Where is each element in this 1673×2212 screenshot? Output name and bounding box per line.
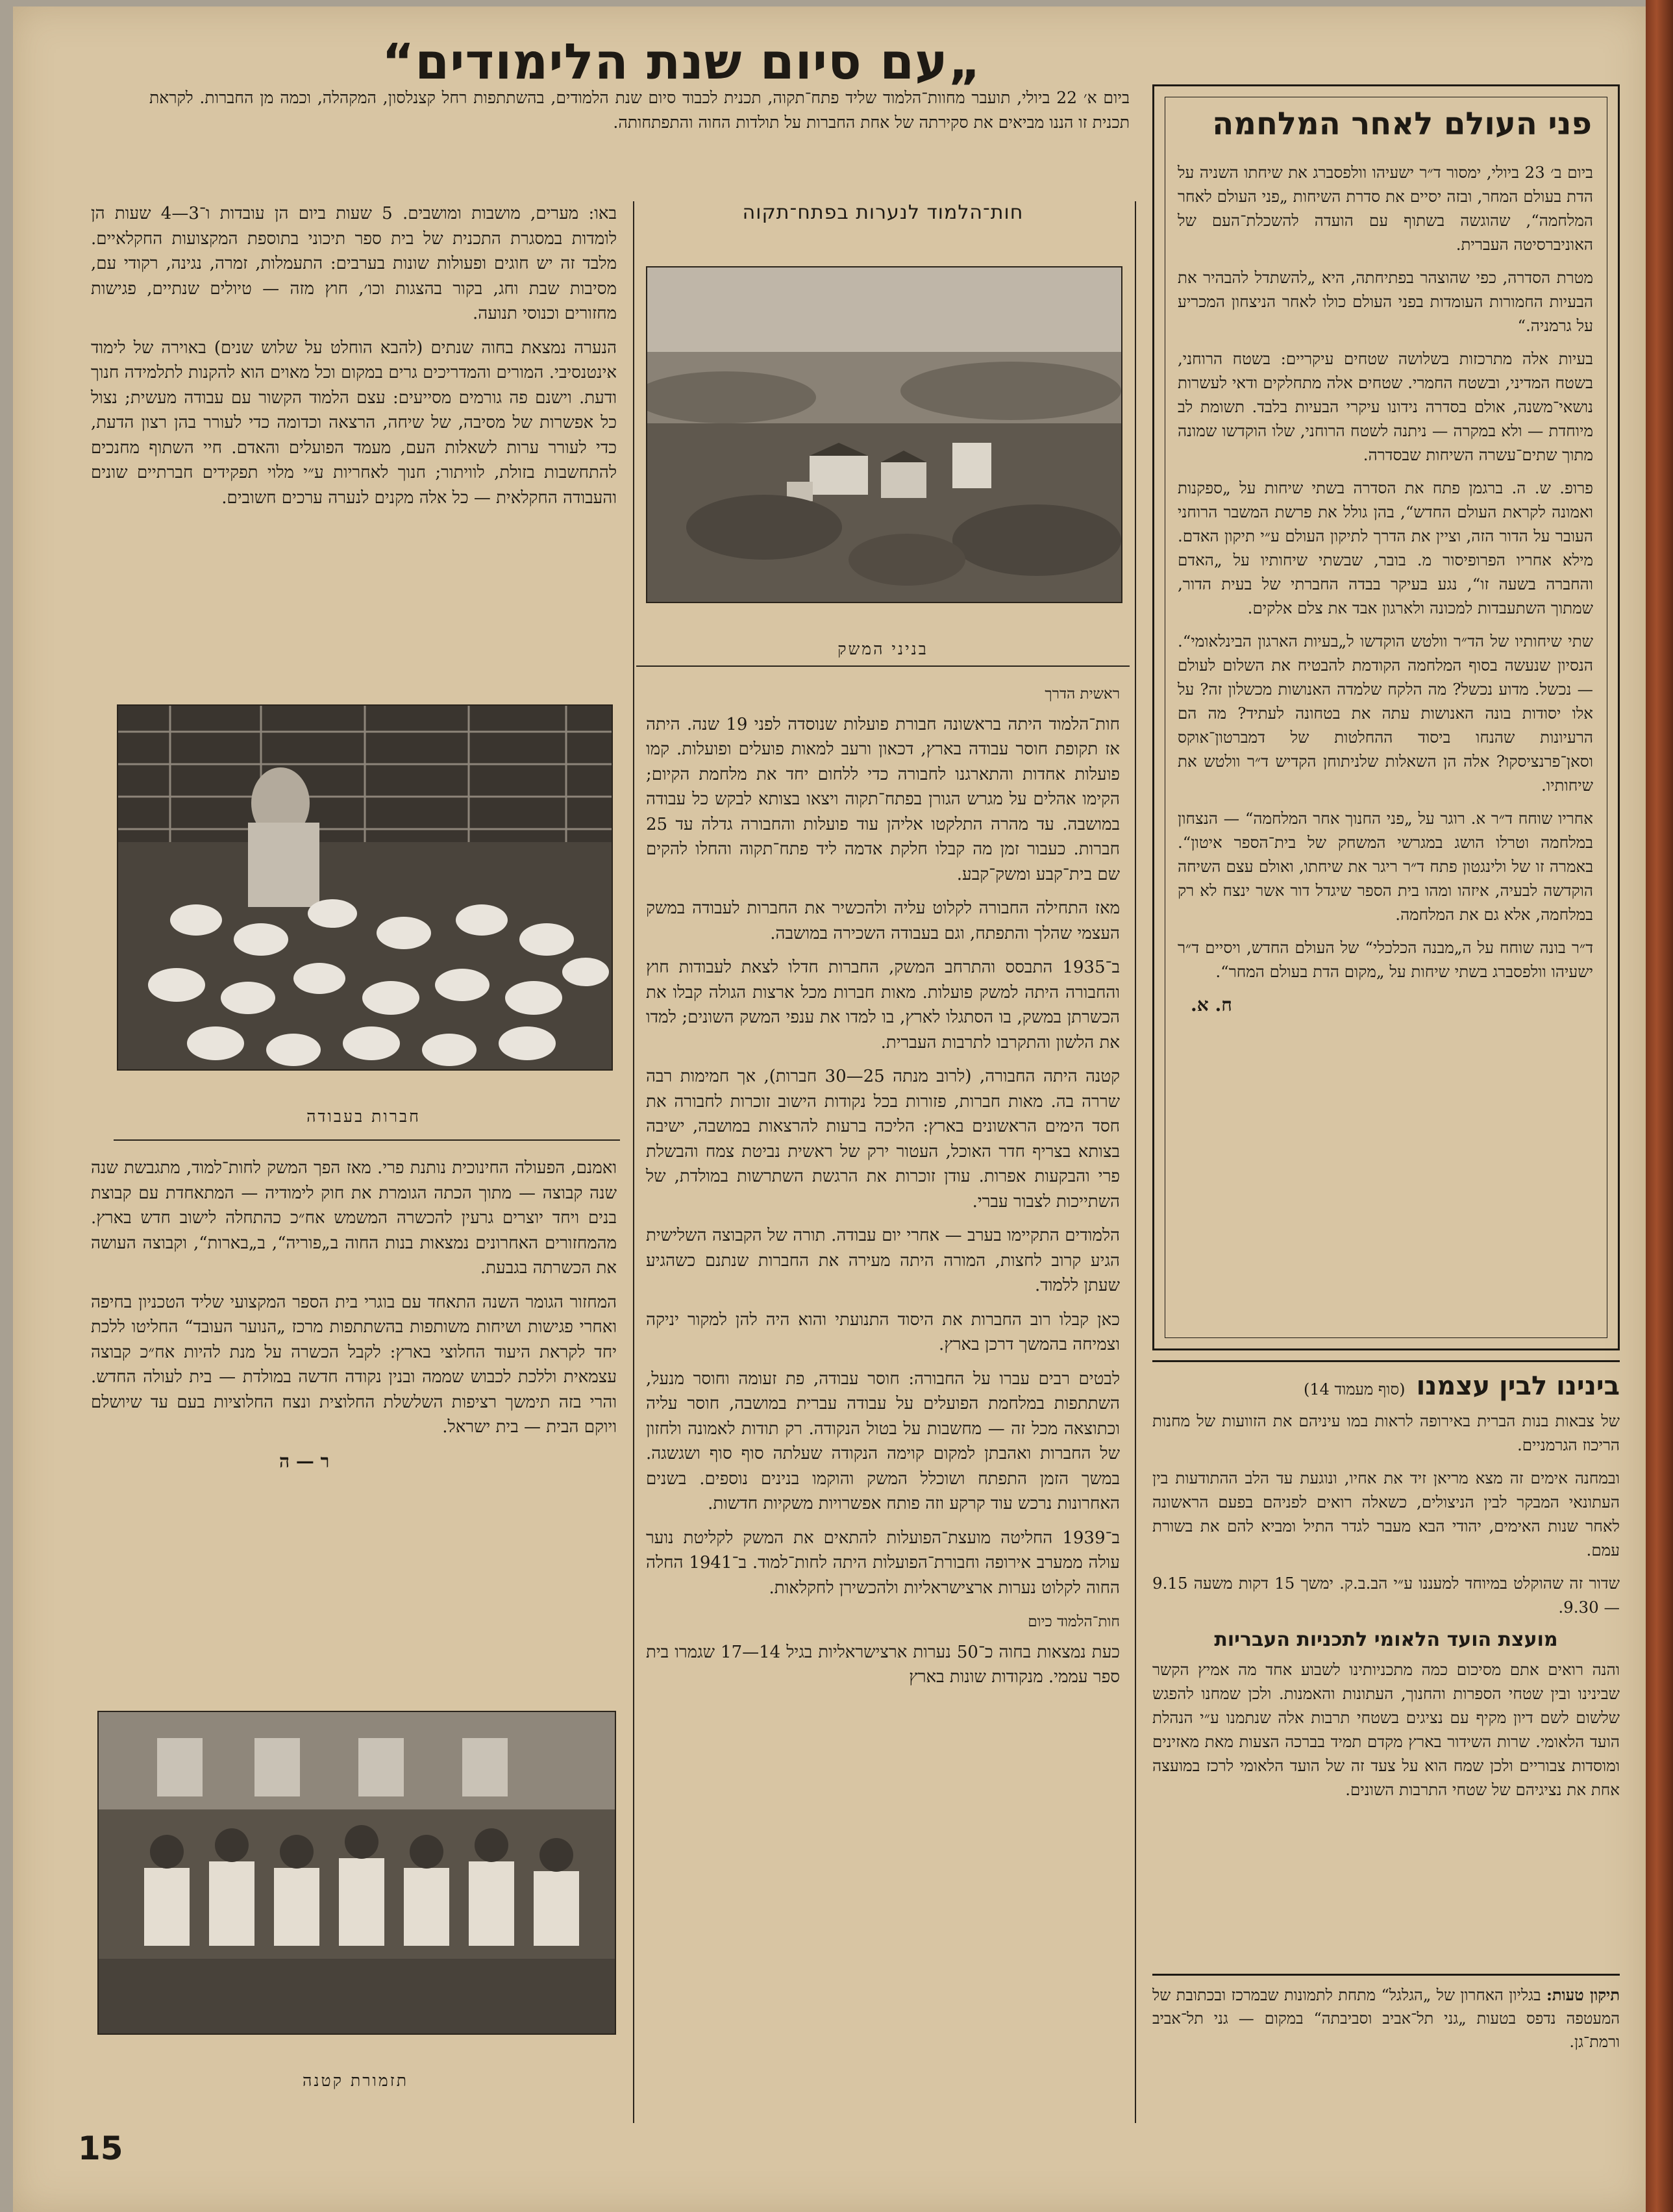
paragraph: ובמחנה אימים זה מצא מריאן זיד את אחיו, ונוגעת עד הלב ההתודעות בין העתונאי המבקר לבין הניצולים, כשאלה רואים לפניהם בפעם הראשונה לאחר שנות האימים, יהודי הבא מעבר לגדר התיל ומביא להם את בשורת עמם. xyxy=(1152,1469,1620,1560)
sidebar-signature: ח. א. xyxy=(1191,994,1232,1015)
paragraph: ב־1935 התבסס והתרחב המשק, החברות חדלו לצאת לעבודות חוץ והחבורה היתה למשק פועלות. מאות חברות מכל ארצות הגולה קבלו את הכשרתן במשק, בו הסתגלו לארץ, בו למדו את ענפי המשק השונים; למדו את הלשון והתקרבו לתרבות העברית. xyxy=(646,958,1120,1052)
paragraph: של צבאות בנות הברית באירופה לראות במו עיניהם את הזוועות של מחנות הריכוז הגרמניים. xyxy=(1152,1411,1620,1454)
paragraph: חות־הלמוד היתה בראשונה חבורת פועלות שנוסדה לפני 19 שנה. היתה אז תקופת חוסר עבודה בארץ, דכאון ורעב למאות פועלים ופועלות. קמו פועלות אחדות והתארגנו לחבורה כדי ללחום יחד את מלחמת הקיום; הקימו אהלים על מגרש הגורן בפתח־תקוה ויצאו בצותא לבקש כל עבודה במושבה. עד מהרה התלקטו אליהן עוד פועלות והחבורה גדלה עד 25 חברות. כעבור זמן מה קבלו חלקת אדמה ליד פתח־תקוה והחלו להקים שם בית־קבע ומשק־קבע. xyxy=(646,714,1121,884)
council-title: מועצת הועד הלאומי לתכניות העבריות xyxy=(1214,1628,1558,1651)
newspaper-page xyxy=(13,6,1646,2212)
paragraph: פרופ. ש. ה. ברגמן פתח את הסדרה בשתי שיחות על „ספקנות ואמונה לקראת העולם החדש“, בהן גולל את פרשת המשבר הרוחני העובר על הדור הזה, וציין את הדרך לתיקון העולם ע״י תיקון האדם. מילא אחריו הפרופיסור מ. בובר, שבשתי שיחותיו על „האדם והחברה בשעה זו“, נגע בעיקר בבדה החברתי של בעית הדור, שמתוך השתעבדות למכונה ולארגון אבד את צלם אלקים. xyxy=(1178,478,1593,617)
paragraph: לבטים רבים עברו על החבורה: חוסר עבודה, פת זעומה וחוסר מנעל, השתתפות במלחמת הפועלים על עבודה עברית במושבה, חוסר עליה וכתוצאה מכל זה — מחשבות על בטול הנקודה. רק תודות לאמונה ולחזון של החברות ואהבתן למקום קוימה הנקודה שעלתה סוף סוף ושגשגה. במשך הזמן התפתח ושוכלל המשק והוקמו בנינים נוספים. בשנים האחרונות נרכש עוד קרקע וזה פותח אפשרויות משקיות חדשות. xyxy=(646,1369,1120,1513)
section-label: חות־הלמוד כיום xyxy=(1028,1613,1120,1630)
article-intro: ביום א׳ 22 ביולי, תועבר מחוות־הלמוד שליד פתח־תקוה, תכנית לכבוד סיום שנת הלמודים, בהשתתפות רחל קצנלסון, המקהלה, וכמה מן החברות. לקראת תכנית זו הננו מביאים את סקירתה של אחת החברות על תולדות החוה והתפתחותה. xyxy=(149,88,1130,132)
paragraph: כעת נמצאות בחוה כ־50 נערות ארצישראליות בגיל 14—17 שגמרו בית ספר עממי. מנקודות שונות בארץ xyxy=(646,1642,1120,1687)
paragraph: הלמודים התקיימו בערב — אחרי יום עבודה. תורה של הקבוצה השלישית הגיע קרוב לחצות, המורה היתה מעירה את החברות שנתנם כשהגיע שעתן ללמוד. xyxy=(646,1226,1120,1295)
chickens-image xyxy=(118,706,612,1069)
paragraph: הנערה נמצאת בחוה שנתים (להבא הוחלט על שלוש שנים) באוירה של לימוד אינטנסיבי. המורים והמדריכים גרים במקום וכל מאוים הוא להקנות לתלמידה חנוך ודעת. וישנם פה גורמים מסייעים: עצם הלמוד הקשור עם עבודה מעשית; נצול כל אפשרות של מסיבה, של שיחה, הרצאה וכדומה כדי לעורר בהן רצון הדעת, כדי לעורר ערות לשאלות העם, מעמד הפועלים והאדם. חיי השתוף מחנכים להתחשבות בזולת, לוויתור; חנוך לאחריות ע״י מלוי תפקידים חברתיים שונים והעבודה החקלאית — כל אלה מקנים לנערה ערכים חשובים. xyxy=(91,338,617,508)
correction-text: בגליון האחרון של „הגלגל“ מתחת לתמונות שבמרכז ובכתובת של המעטפה נדפס בטעות „גני תל־אביב וסביבתה“ במקום — גני תל־אביב ורמת־גן. xyxy=(1152,1986,1620,2051)
binenu-note: (סוף מעמוד 14) xyxy=(1303,1380,1406,1398)
paragraph: ואמנם, הפעולה החינוכית נותנת פרי. מאז הפך המשק לחות־למוד, מתגבשת שנה שנה קבוצה — מתוך הכתה הגומרת את חוק לימודיה — המתאחדת עם קבוצת בנים ויחד יוצרים גרעין להכשרה המשמש אח״כ כהתחלה לישוב חדש בארץ. מהמחזורים האחרונים נמצאות בנות החוה ב„פוריה“, ב„בארות“, וקבוצה העושה את הכשרתה בגבעת. xyxy=(91,1158,617,1278)
farm-landscape-image xyxy=(647,267,1121,602)
middle-column xyxy=(643,201,1123,230)
chickens-photo-caption: חברות בעבודה xyxy=(306,1107,421,1126)
paragraph: והנה רואים אתם מסיכום כמה מתכניותינו לשבוע אחד מה אמיץ הקשר שבינינו ובין שטחי הספרות והחנוך, העתונות והאמנות. ולכן שמחנו להפגש שלשום לשם דיון מקיף עם נציגים בשטחי תרבות אלה שנתמנו ע״י הנהלת הועד הלאומי. שרות השידור בארץ מקדם תמיד בברכה הצעות מאת מאזינים ומוסדות צבוריים ולכן שמח הוא על צעד זה של הועד הלאומי לרכז במועצה אחת את נציגיהם של שטחי התרבות השונים. xyxy=(1152,1660,1620,1799)
binding-spine xyxy=(1646,0,1673,2212)
sidebar-box xyxy=(1152,84,1620,1350)
paragraph: ביום ב׳ 23 ביולי, ימסור ד״ר ישעיהו וולפסברג את שיחתו השניה על הדת בעולם המחר, ובזה יסיים את סדרת השיחות „פני העולם לאחר המלחמה“, שהוגשה בשתוף עם הועדה להשכלת־העם של האוניברסיטה העברית. xyxy=(1178,163,1593,254)
section-label: ראשית הדרך xyxy=(1045,686,1120,702)
page-number: 15 xyxy=(78,2130,123,2167)
horizontal-rule xyxy=(114,1139,620,1141)
paragraph: המחזור הגומר השנה התאחד עם בוגרי בית הספר המקצועי שליד הטכניון בחיפה ואחרי פגישות ושיחות משותפות בהשתתפות מרכז „הנוער העובד“ החליטו ללכת יחד לקראת היעוד החלוצי בארץ: לקבל הכשרה על מנת להיות אח״כ קבוצה עצמאית וללכת לכבוש שממה ובנין נקודה חדשה במולדת — בית לעולה החדש. והרי בזה תימשך רציפות השלשלת החלוצית ונצח החלוציות בעם עד שיושלם ויוקם הבית — בית ישראל. xyxy=(91,1292,617,1437)
orchestra-photo-caption: תזמורת קטנה xyxy=(303,2071,408,2090)
chickens-photo xyxy=(117,704,613,1071)
orchestra-photo xyxy=(97,1711,616,2035)
paragraph: ב־1939 החליטה מועצת־הפועלות להתאים את המשק לקליטת נוער עולה ממערב אירופה וחבורת־הפועלות היתה לחות־למוד. ב־1941 החלה החוה לקלוט נערות ארצישראליות ולהכשירן לחקלאות. xyxy=(646,1528,1120,1598)
sidebar-box-body xyxy=(1178,160,1593,1017)
left-column-top xyxy=(91,201,617,519)
paragraph: שדור זה שהוקלט במיוחד למעננו ע״י הב.ב.ק. ימשך 15 דקות משעה 9.15 — 9.30. xyxy=(1152,1574,1620,1617)
paragraph: מאז התחילה החבורה לקלוט עליה ולהכשיר את החברות לעבודה במשק העצמי שהלך והתפתח, וגם בעבודה השכירה במושבה. xyxy=(646,899,1120,943)
article-signature: ר — ה xyxy=(279,1450,330,1472)
paragraph: אחריו שוחח ד״ר א. רוגר על „פני החנוך אחר המלחמה“ — הנצחון במלחמה וטרלו הושג במגרשי המשחק של בית־הספר איטון“. באמרה זו של ולינגטון פתח ד״ר ריגר את שיחתו, ואולם עצם השיחה הוקדשה לבעיה, איזהו ומהו בית הספר שיגדל דור אשר ינצח לא רק במלחמה, אלא גם את המלחמה. xyxy=(1178,809,1593,924)
farm-photo-caption: בניני המשק xyxy=(837,640,928,658)
column-divider xyxy=(633,201,634,2123)
main-headline: „עם סיום שנת הלימודים“ xyxy=(382,32,982,90)
orchestra-image xyxy=(99,1712,615,2033)
left-column-bottom xyxy=(91,1156,617,1474)
section-heading: חות־הלמוד לנערות בפתח־תקוה xyxy=(742,201,1024,224)
paragraph: בעיות אלה מתרכזות בשלושה שטחים עיקריים: בשטח הרוחני, בשטח המדיני, ובשטח החמרי. שטחים אלה מתחלקים ודאי לעשרות נושאי־משנה, אולם בסדרה נידונו עיקרי הבעיות בלבד. תשומת לב מיוחדת — ולא במקרה — ניתנה לשטח הרוחני, שלו הוקדשו שמונה מתוך שתים־עשרה השיחות שבסדרה. xyxy=(1178,349,1593,464)
column-divider xyxy=(1135,201,1136,2123)
paragraph: כאן קבלו רוב החברות את היסוד התנועתי והוא היה להן למקור יניקה וצמיחה בהמשך דרכן בארץ. xyxy=(646,1310,1120,1354)
paragraph: קטנה היתה החבורה, (לרוב מנתה 25—30 חברות), אך חמימות רבה שררה בה. מאות חברות, פזורות בכל נקודות הישוב זוכרות לחבורה את חסד הימים הראשונים בארץ: הליכה ברעות להרצאות במושבה, ישיבה בצותא בצריף חדר האוכל, העטור ירק של ראשית נביטת צמח והבשלת פרי והבקעות אפרות. עודן זוכרות את הרגשת השתרשות במולדת, של השתייכות לצבור עברי. xyxy=(646,1067,1121,1212)
binenu-title: בינינו לבין עצמנו xyxy=(1416,1371,1620,1401)
sidebar-box-title: פני העולם לאחר המלחמה xyxy=(1212,106,1592,142)
horizontal-rule xyxy=(636,665,1130,667)
correction-label: תיקון טעות: xyxy=(1546,1985,1620,2004)
paragraph: ד״ר בונה שוחח על ה„מבנה הכלכלי“ של העולם החדש, ויסיים ד״ר ישעיהו וולפסברג בשתי שיחות על „מקום הדת בעולם המחר“. xyxy=(1178,938,1593,981)
farm-buildings-photo xyxy=(646,266,1122,603)
paragraph: שתי שיחותיו של הד״ר וולטש הוקדשו ל„בעיות הארגון הבינלאומי“. הנסיון שנעשה בסוף המלחמה הקודמת להבטיח את השלום לעולם — נכשל. מדוע נכשל? מה הלקח שלמדה האנושות מכשלון זה? על אלו יסודות בונה האנושות עתה את בטחונה לעתיד? מה הם הרעיונות שהנחו ביסוד ההחלטות של דמברטון־אוקס וסאן־פרנציסקו? אלה הן השאלות שלניתוחן הקדיש ד״ר וולטש את שיחותיו. xyxy=(1178,632,1593,795)
paragraph: מטרת הסדרה, כפי שהוצהר בפתיחתה, היא „להשתדל להבהיר את הבעיות החמורות העומדות בפני העולם כולו לאחר הניצחון המכריע על גרמניה.“ xyxy=(1178,268,1593,335)
correction-note xyxy=(1152,1974,1620,2054)
middle-column-body xyxy=(646,682,1120,1699)
binenu-section xyxy=(1152,1360,1620,1811)
paragraph: באו: מערים, מושבות ומושבים. 5 שעות ביום הן עובדות ו־3—4 שעות הן לומדות במסגרת התכנית של בית ספר תיכוני בתוספת המקצועות החקלאיים. מלבד זה יש חוגים ופעולות שונות בערבים: התעמלות, זמרה, נגינה, רקודי עם, מסיבות שבת וחג, בקור בהצגות וכו׳, חוץ מזה — טיולים שנתיים, פגישות מחזורים וכנוסי תנועה. xyxy=(91,204,617,323)
